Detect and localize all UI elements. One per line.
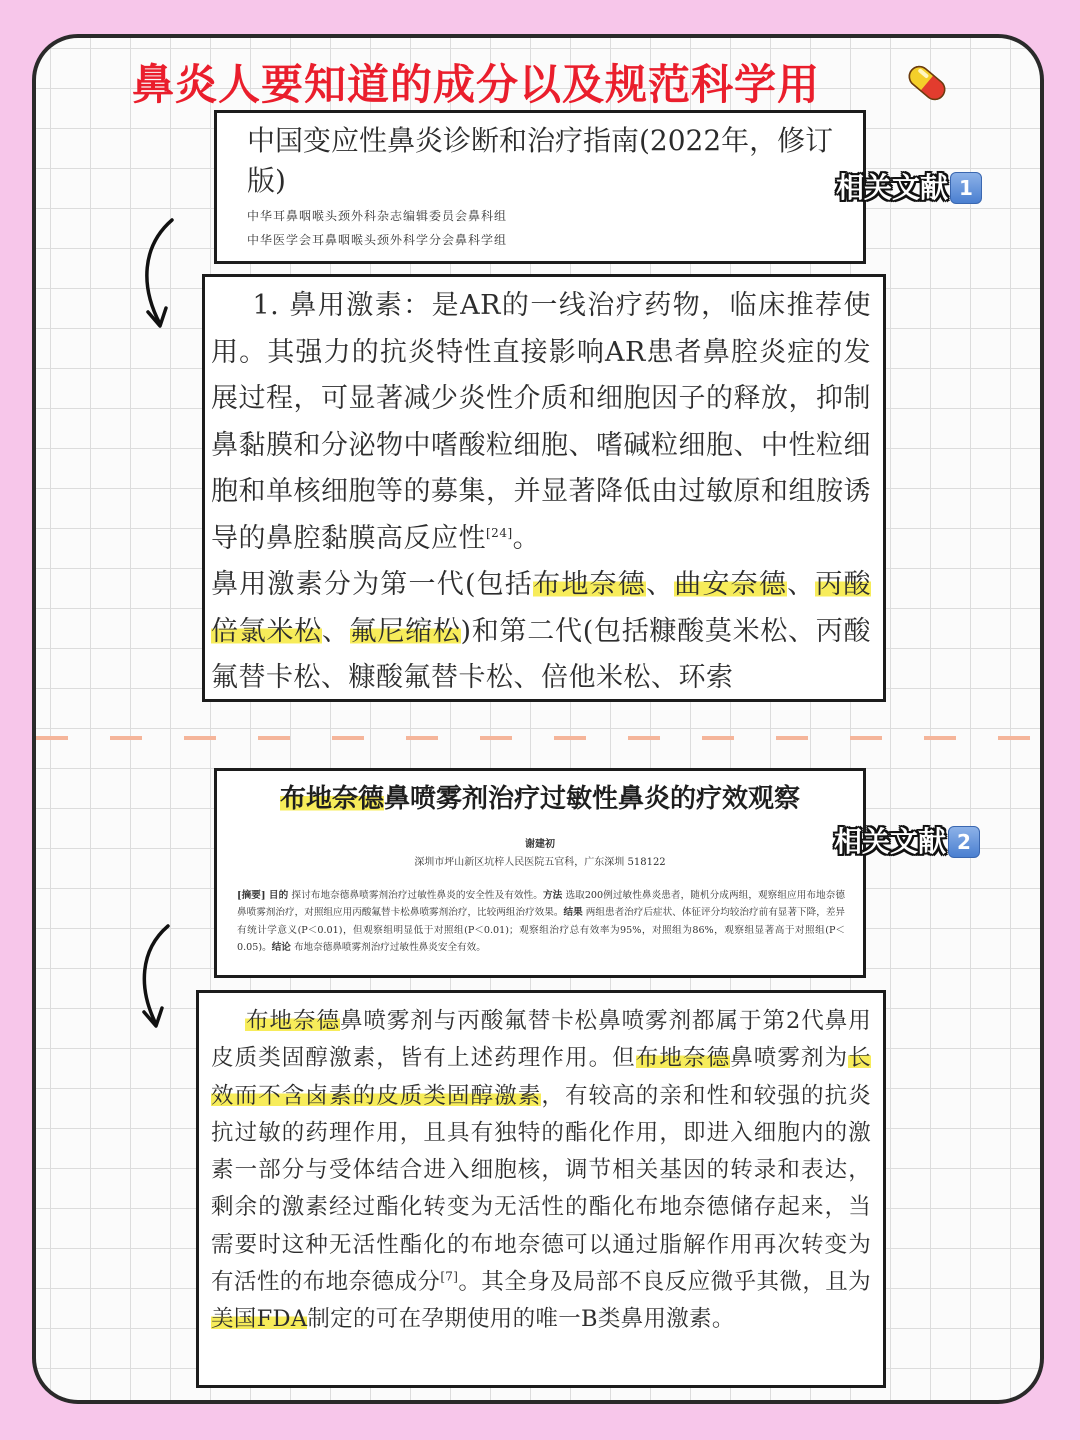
citation: [7] (440, 1269, 459, 1284)
excerpt-2-text: 布地奈德鼻喷雾剂与丙酸氟替卡松鼻喷雾剂都属于第2代鼻用皮质类固醇激素，皆有上述药理作用。但布地奈德鼻喷雾剂为长效而不含卤素的皮质类固醇激素，有较高的亲和性和较强的抗炎抗过敏的药理作用，且具有独特的酯化作用，即进入细胞内的激素一部分与受体结合进入细胞核，调节相关基因的转录和表达，剩余的激素经过酯化转变为无活性的酯化布地奈德储存起来，当需要时这种无活性酯化的布地奈德可以通过脂解作用再次转变为有活性的布地奈德成分[7]。其全身及局部不良反应微乎其微，且为美国FDA制定的可在孕期使用的唯一B类鼻用激素。 (211, 1008, 872, 1333)
reference-2-abstract: [摘要] 目的 探讨布地奈德鼻喷雾剂治疗过敏性鼻炎的安全性及有效性。方法 选取200例过敏性鼻炎患者，随机分成两组，观察组应用布地奈德鼻喷雾剂治疗，对照组应用丙酸氟替卡松鼻喷雾剂治疗，比较两组治疗效果。结果 两组患者治疗后症状、体征评分均较治疗前有显著下降，差异有统计学意义(P＜0.01)，但观察组明显低于对照组(P＜0.01)；观察组治疗总有效率为95%，对照组为86%，观察组显著高于对照组(P＜0.05)。结论 布地奈德鼻喷雾剂治疗过敏性鼻炎安全有效。 (237, 890, 846, 954)
highlight: 氟尼缩松 (349, 615, 461, 647)
highlight: 曲安奈德 (674, 569, 788, 600)
content-card (32, 34, 1044, 1404)
reference-2-affiliation: 深圳市坪山新区坑梓人民医院五官科，广东深圳 518122 (414, 857, 666, 868)
highlight: 布地奈德 (245, 1008, 340, 1034)
reference-1-org-1: 中华耳鼻咽喉头颈外科杂志编辑委员会鼻科组 (247, 209, 508, 223)
reference-1-org-2: 中华医学会耳鼻咽喉头颈外科学分会鼻科学组 (247, 233, 508, 247)
pill-icon (902, 58, 952, 108)
highlight: 布地奈德 (635, 1045, 731, 1072)
badge-label: 相关文献 (836, 171, 949, 204)
excerpt-1-text: 1. 鼻用激素：是AR的一线治疗药物，临床推荐使用。其强力的抗炎特性直接影响AR患者鼻腔炎症的发展过程，可显著减少炎性介质和细胞因子的释放，抑制鼻黏膜和分泌物中嗜酸粒细胞、嗜碱粒细胞、中性粒细胞和单核细胞等的募集，并显著降低由过敏原和组胺诱导的鼻腔黏膜高反应性[24]。 鼻用激素分为第一代(包括布地奈德、曲安奈德、丙酸倍氯米松、氟尼缩松)和第二代(包括糠酸莫米松、丙酸氟替卡松、糠酸氟替卡松、倍他米松、环索 (211, 290, 872, 693)
excerpt-2 (196, 990, 886, 1388)
badge-number: 2 (948, 826, 980, 858)
related-literature-badge-1 (836, 168, 982, 208)
reference-2-title: 布地奈德鼻喷雾剂治疗过敏性鼻炎的疗效观察 (279, 784, 801, 814)
reference-2-author: 谢建初 (525, 839, 555, 850)
badge-label: 相关文献 (834, 825, 947, 858)
highlight: 美国FDA (211, 1306, 308, 1333)
curved-arrow-down-icon (132, 922, 180, 1034)
highlight: 长效而不含卤素的皮质类固醇激素 (211, 1045, 871, 1109)
curved-arrow-down-icon (134, 216, 182, 334)
highlight: 布地奈德 (533, 569, 646, 600)
page-title: 鼻炎人要知道的成分以及规范科学用 (132, 60, 821, 109)
citation: [24] (486, 525, 513, 540)
reference-1-header (214, 110, 866, 264)
excerpt-1 (202, 274, 886, 702)
section-divider (36, 736, 1040, 740)
reference-2-header (214, 768, 866, 978)
badge-number: 1 (950, 172, 982, 204)
highlight: 丙酸倍氯米松 (211, 569, 872, 647)
reference-1-title: 中国变应性鼻炎诊断和治疗指南(2022年，修订版) (247, 124, 834, 197)
related-literature-badge-2 (834, 822, 980, 862)
